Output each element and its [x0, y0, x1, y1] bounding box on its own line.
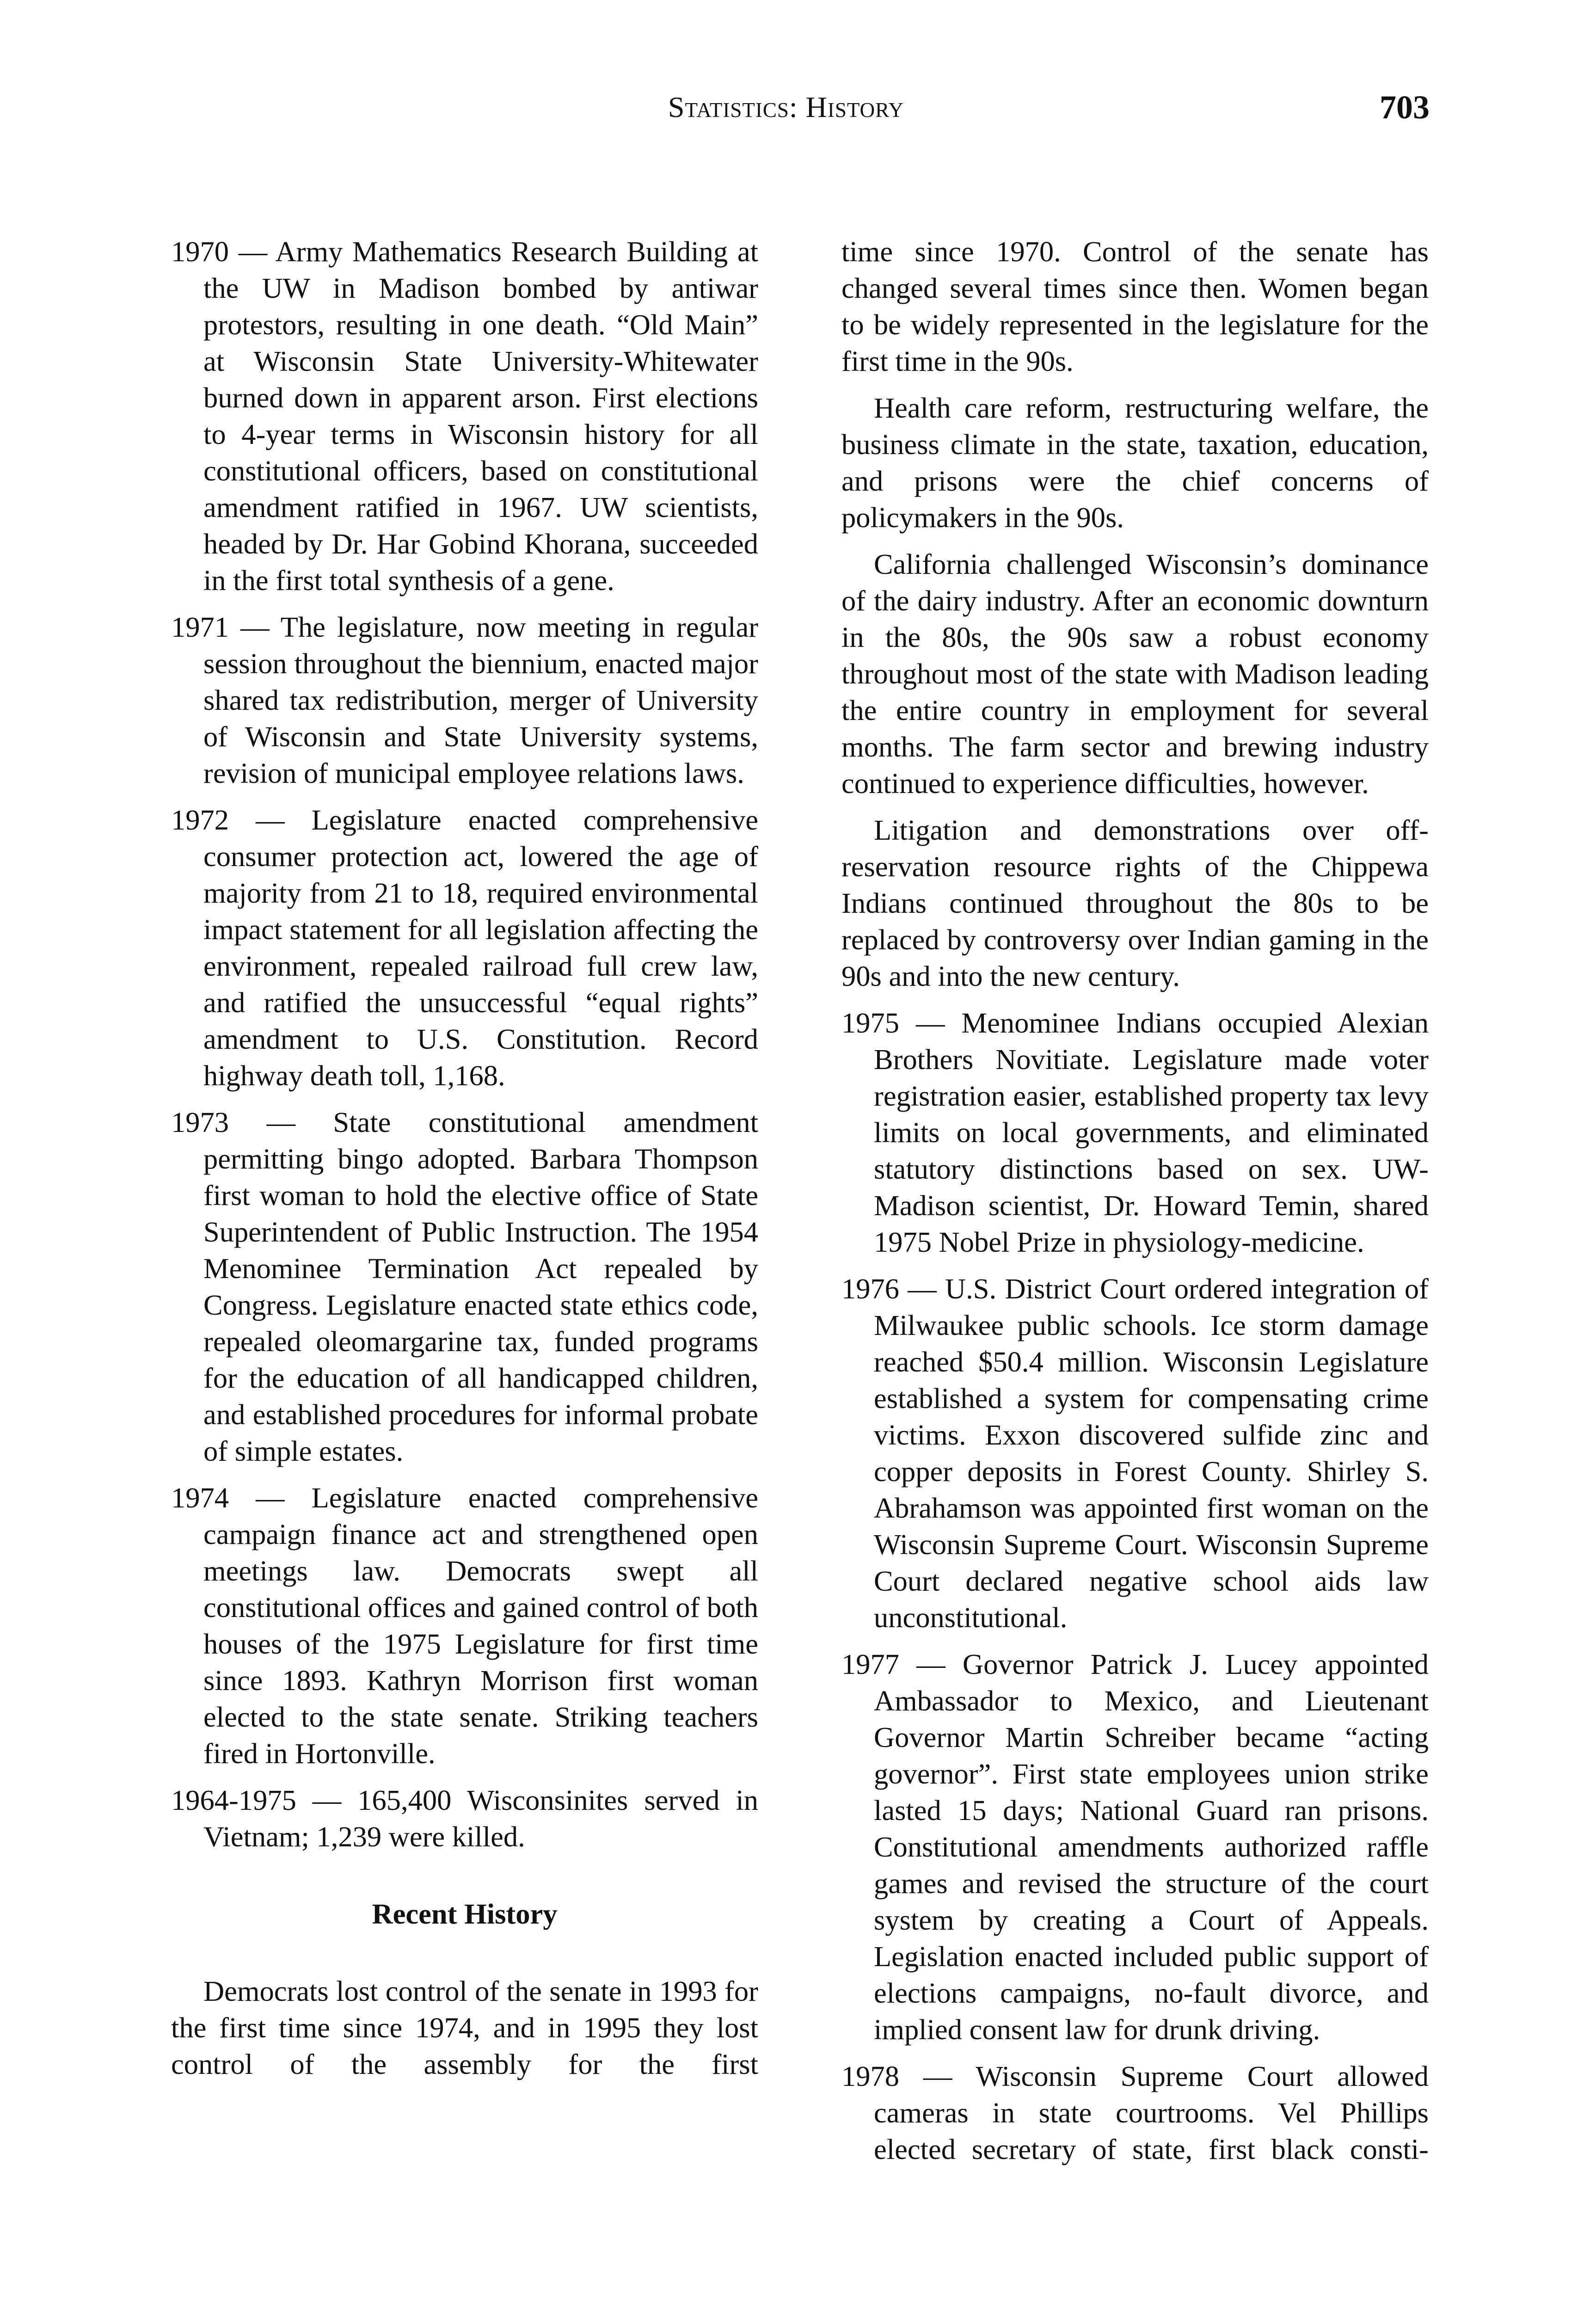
entry-text: Governor Patrick J. Lucey appointed Ambassador to Mexico, and Lieutenant Governor Martin Schreiber became “acting governor”. First state employees union strike lasted 15 days; National Guard ran prisons. Constitutional amendments authorized raffle games and revised the structure of the court system by creating a Court of Appeals. Legislation enacted included public support of elections campaigns, no-fault divorce, and implied consent law for drunk driving. — [874, 1648, 1429, 2046]
entry-dash: — — [312, 1784, 342, 1816]
entry-year: 1964-1975 — [171, 1784, 296, 1816]
entry-dash: — — [240, 611, 270, 643]
entry-dash: — — [916, 1007, 945, 1039]
entry-dash: — — [923, 2060, 952, 2092]
chronology-entry — [171, 1480, 758, 1772]
entry-dash: — — [908, 1273, 937, 1305]
entry-dash: — — [238, 235, 268, 268]
chronology-entry — [171, 609, 758, 792]
entry-dash: — — [266, 1106, 295, 1138]
chronology-entry — [841, 1646, 1429, 2048]
entry-year: 1970 — [171, 235, 229, 268]
entry-year: 1972 — [171, 804, 229, 836]
entry-text: 165,400 Wisconsinites served in Vietnam; 1,239 were killed. — [203, 1784, 759, 1853]
entry-text: The legislature, now meeting in regular session throughout the biennium, enacted major shared tax redistribution, merger of University of Wisconsin and State University systems, revision of municipal employee relations laws. — [203, 611, 759, 789]
entry-text: Legislature enacted comprehensive campaign finance act and strengthened open meetings law. Democrats swept all constitutional offices and gained control of both houses of the 1975 Legislature for first time since 1893. Kathryn Morrison first woman elected to the state senate. Striking teachers fired in Hortonville. — [203, 1482, 759, 1770]
entry-text: Menominee Indians occupied Alexian Brothers Novitiate. Legislature made voter registration easier, established property tax levy limits on local governments, and eliminated statutory distinctions based on sex. UW-Madison scientist, Dr. Howard Temin, shared 1975 Nobel Prize in physiology-medicine. — [874, 1007, 1429, 1258]
body-paragraph-continued: time since 1970. Control of the senate has changed several times since then. Women began to be widely represented in the legislature for the first time in the 90s. — [841, 235, 1429, 377]
entry-text: U.S. District Court ordered integration of Milwaukee public schools. Ice storm damage reached $50.4 million. Wisconsin Legislature established a system for compensating crime victims. Exxon discovered sulfide zinc and copper deposits in Forest County. Shirley S. Abrahamson was appointed first woman on the Wisconsin Supreme Court. Wisconsin Supreme Court declared negative school aids law unconstitutional. — [874, 1273, 1429, 1634]
entry-year: 1978 — [841, 2060, 899, 2092]
entry-year: 1976 — [841, 1273, 899, 1305]
running-head-title: Statistics: History — [668, 91, 904, 123]
right-column — [841, 234, 1429, 2178]
chronology-entry — [171, 1104, 758, 1470]
chronology-entry — [171, 1782, 758, 1855]
entry-text: Legislature enacted comprehensive consumer protection act, lowered the age of majority from 21 to 18, required environmental impact statement for all legislation affecting the environment, repealed railroad full crew law, and ratified the unsuccessful “equal rights” amendment to U.S. Constitution. Record highway death toll, 1,168. — [203, 804, 759, 1092]
entry-year: 1971 — [171, 611, 229, 643]
chronology-entry — [841, 1271, 1429, 1636]
body-paragraph: Democrats lost control of the senate in 1993 for the first time since 1974, and in 1995 they lost control of the assembly for the first — [171, 1975, 758, 2080]
entry-text: Wisconsin Supreme Court allowed cameras in state courtrooms. Vel Phillips elected secretary of state, first black consti- — [874, 2060, 1429, 2165]
entry-text: State constitutional amendment permitting bingo adopted. Barbara Thompson first woman to hold the elective office of State Superintendent of Public Instruction. The 1954 Menominee Termination Act repealed by Congress. Legislature enacted state ethics code, repealed oleomargarine tax, funded programs for the education of all handicapped children, and established procedures for informal probate of simple estates. — [203, 1106, 759, 1467]
chronology-entry — [171, 802, 758, 1094]
entry-text: Army Mathematics Research Building at the UW in Madison bombed by antiwar protestors, resulting in one death. “Old Main” at Wisconsin State University-Whitewater burned down in apparent arson. First elections to 4-year terms in Wisconsin history for all constitutional officers, based on constitutional amendment ratified in 1967. UW scientists, headed by Dr. Har Gobind Khorana, succeeded in the first total synthesis of a gene. — [203, 235, 758, 596]
entry-year: 1977 — [841, 1648, 899, 1680]
page-number: 703 — [1380, 89, 1430, 126]
body-paragraph: Health care reform, restructuring welfare, the business climate in the state, taxation, education, and prisons were the chief concerns of policymakers in the 90s. — [841, 392, 1429, 534]
entry-dash: — — [916, 1648, 945, 1680]
entry-year: 1975 — [841, 1007, 899, 1039]
body-paragraph: Litigation and demonstrations over off-reservation resource rights of the Chippewa Indians continued throughout the 80s to be replaced by controversy over Indian gaming in the 90s and into the new century. — [841, 814, 1429, 992]
entry-year: 1974 — [171, 1482, 229, 1514]
chronology-entry — [841, 2058, 1429, 2168]
entry-dash: — — [256, 804, 285, 836]
section-heading-recent-history: Recent History — [372, 1898, 558, 1930]
entry-year: 1973 — [171, 1106, 229, 1138]
chronology-entry — [171, 234, 758, 599]
left-column — [171, 234, 758, 2093]
body-paragraph: California challenged Wisconsin’s dominance of the dairy industry. After an economic downturn in the 80s, the 90s saw a robust economy throughout most of the state with Madison leading the entire country in employment for several months. The farm sector and brewing industry continued to experience difficulties, however. — [841, 548, 1429, 799]
entry-dash: — — [256, 1482, 285, 1514]
chronology-entry — [841, 1005, 1429, 1261]
